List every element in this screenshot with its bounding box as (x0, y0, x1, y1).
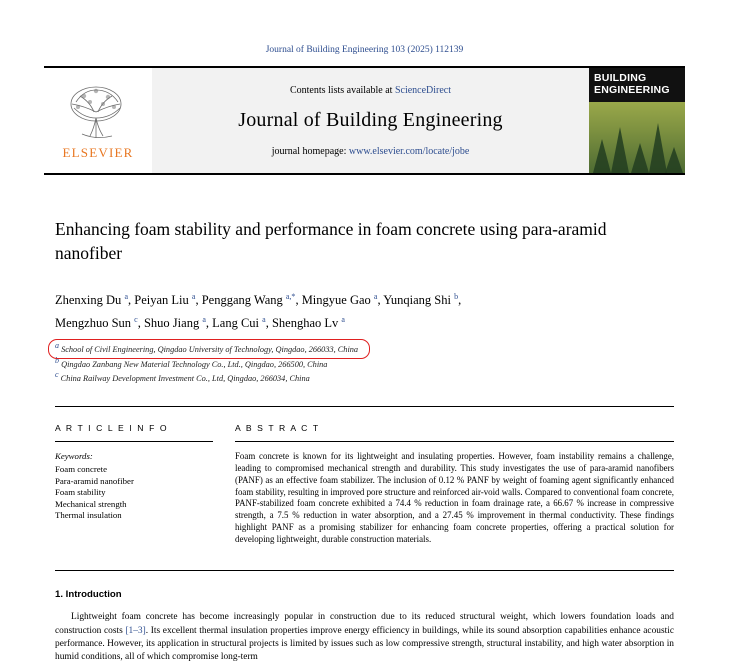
abstract-text: Foam concrete is known for its lightweight and insulating properties. However, foam instability remains a challenge, leading to compromised mechanical strength and durability. This study investigates the use of para-aramid nanofibers (PANF) as an effective foam stabilizer. The inclusion of 0.12 % PANF by weight of foaming agent significantly enhanced foam stability, resulting in improved pore structure and reinforced air-void walls. Compared to conventional foam concrete, PANF-stabilized foam concrete exhibited a 74.4 % reduction in foam drainage rate, a 66.67 % increase in compressive strength, a 7.5 % reduction in water absorption, and a 27.45 % improvement in thermal conductivity. These findings highlight PANF as a promising stabilizer for enhancing foam concrete properties, offering a practical solution for developing lightweight, durable construction materials. (235, 451, 674, 544)
info-abstract-columns (55, 423, 674, 545)
contents-available-line (290, 85, 451, 96)
author-line-2: Mengzhuo Sun $^c$, Shuo Jiang $^a$, Lang Cui $^a$, Shenghao Lv $^a$ (55, 315, 345, 331)
elsevier-tree-icon (66, 82, 130, 144)
contents-prefix: Contents lists available at (289, 84, 395, 96)
affiliation-b: $^b$ Qingdao Zanbang New Material Technology Co., Ltd., Qingdao, 266500, China (55, 355, 328, 369)
masthead-center (152, 68, 589, 173)
cover-title-line1: BUILDING (594, 72, 647, 84)
intro-text-post: . Its excellent thermal insulation properties improve energy efficiency in buildings, while its sound absorption capabilities enhance acoustic performance. However, its application in structural projects is limited by issues such as low compressive strength, structural instability, and high water absorption in humid conditions, all of which compromise long-term (55, 625, 674, 663)
journal-homepage-link[interactable]: www.elsevier.com/locate/jobe (348, 145, 470, 157)
elsevier-wordmark: ELSEVIER (62, 145, 134, 160)
body-divider (55, 570, 674, 571)
article-info-underline (55, 441, 213, 442)
cover-title (589, 68, 685, 102)
running-head: Journal of Building Engineering 103 (2025) 112139 (265, 45, 464, 55)
affiliation-c: $^c$ China Railway Development Investment Co., Ltd, Qingdao, 266034, China (55, 369, 310, 383)
introduction-paragraph (55, 611, 674, 664)
journal-masthead (44, 66, 685, 175)
keyword-item: Foam concrete (55, 464, 108, 475)
journal-homepage-line (272, 146, 470, 157)
keyword-item: Foam stability (55, 487, 106, 498)
intro-text-pre: Lightweight foam concrete has become increasingly popular in construction due to its reduced structural weight, which lowers foundation loads and construction costs (55, 612, 674, 636)
author-line-1: Zhenxing Du $^a$, Peiyan Liu $^a$, Penggang Wang $^{a,*}$, Mingyue Gao $^a$, Yunqiang Shi $^b$, (55, 292, 462, 308)
journal-cover-thumbnail (589, 68, 685, 173)
abstract-heading: A B S T R A C T (235, 423, 320, 434)
article-info-heading: A R T I C L E I N F O (55, 423, 169, 434)
article-info-column (55, 423, 235, 545)
abstract-column (235, 423, 674, 545)
citation-link[interactable]: [1–3] (125, 625, 146, 636)
paper-title: Enhancing foam stability and performance in foam concrete using para-aramid nanofiber (55, 219, 607, 263)
header-divider (55, 406, 674, 407)
cover-image (589, 102, 685, 173)
author-list (55, 287, 674, 333)
affiliations (55, 341, 674, 384)
keyword-item: Mechanical strength (55, 498, 127, 509)
homepage-prefix: journal homepage: (271, 145, 349, 157)
article-content (55, 217, 674, 664)
introduction-heading: 1. Introduction (55, 589, 122, 601)
affiliation-a: $^a$ School of Civil Engineering, Qingdao University of Technology, Qingdao, 266033, China (55, 341, 359, 355)
journal-title: Journal of Building Engineering (238, 108, 503, 131)
elsevier-logo (44, 68, 152, 173)
cover-title-line2: ENGINEERING (594, 84, 670, 96)
keyword-item: Para-aramid nanofiber (55, 475, 134, 486)
keyword-item: Thermal insulation (55, 510, 122, 521)
keywords-label: Keywords: (55, 451, 93, 462)
sciencedirect-link[interactable]: ScienceDirect (394, 84, 452, 96)
abstract-underline (235, 441, 674, 442)
